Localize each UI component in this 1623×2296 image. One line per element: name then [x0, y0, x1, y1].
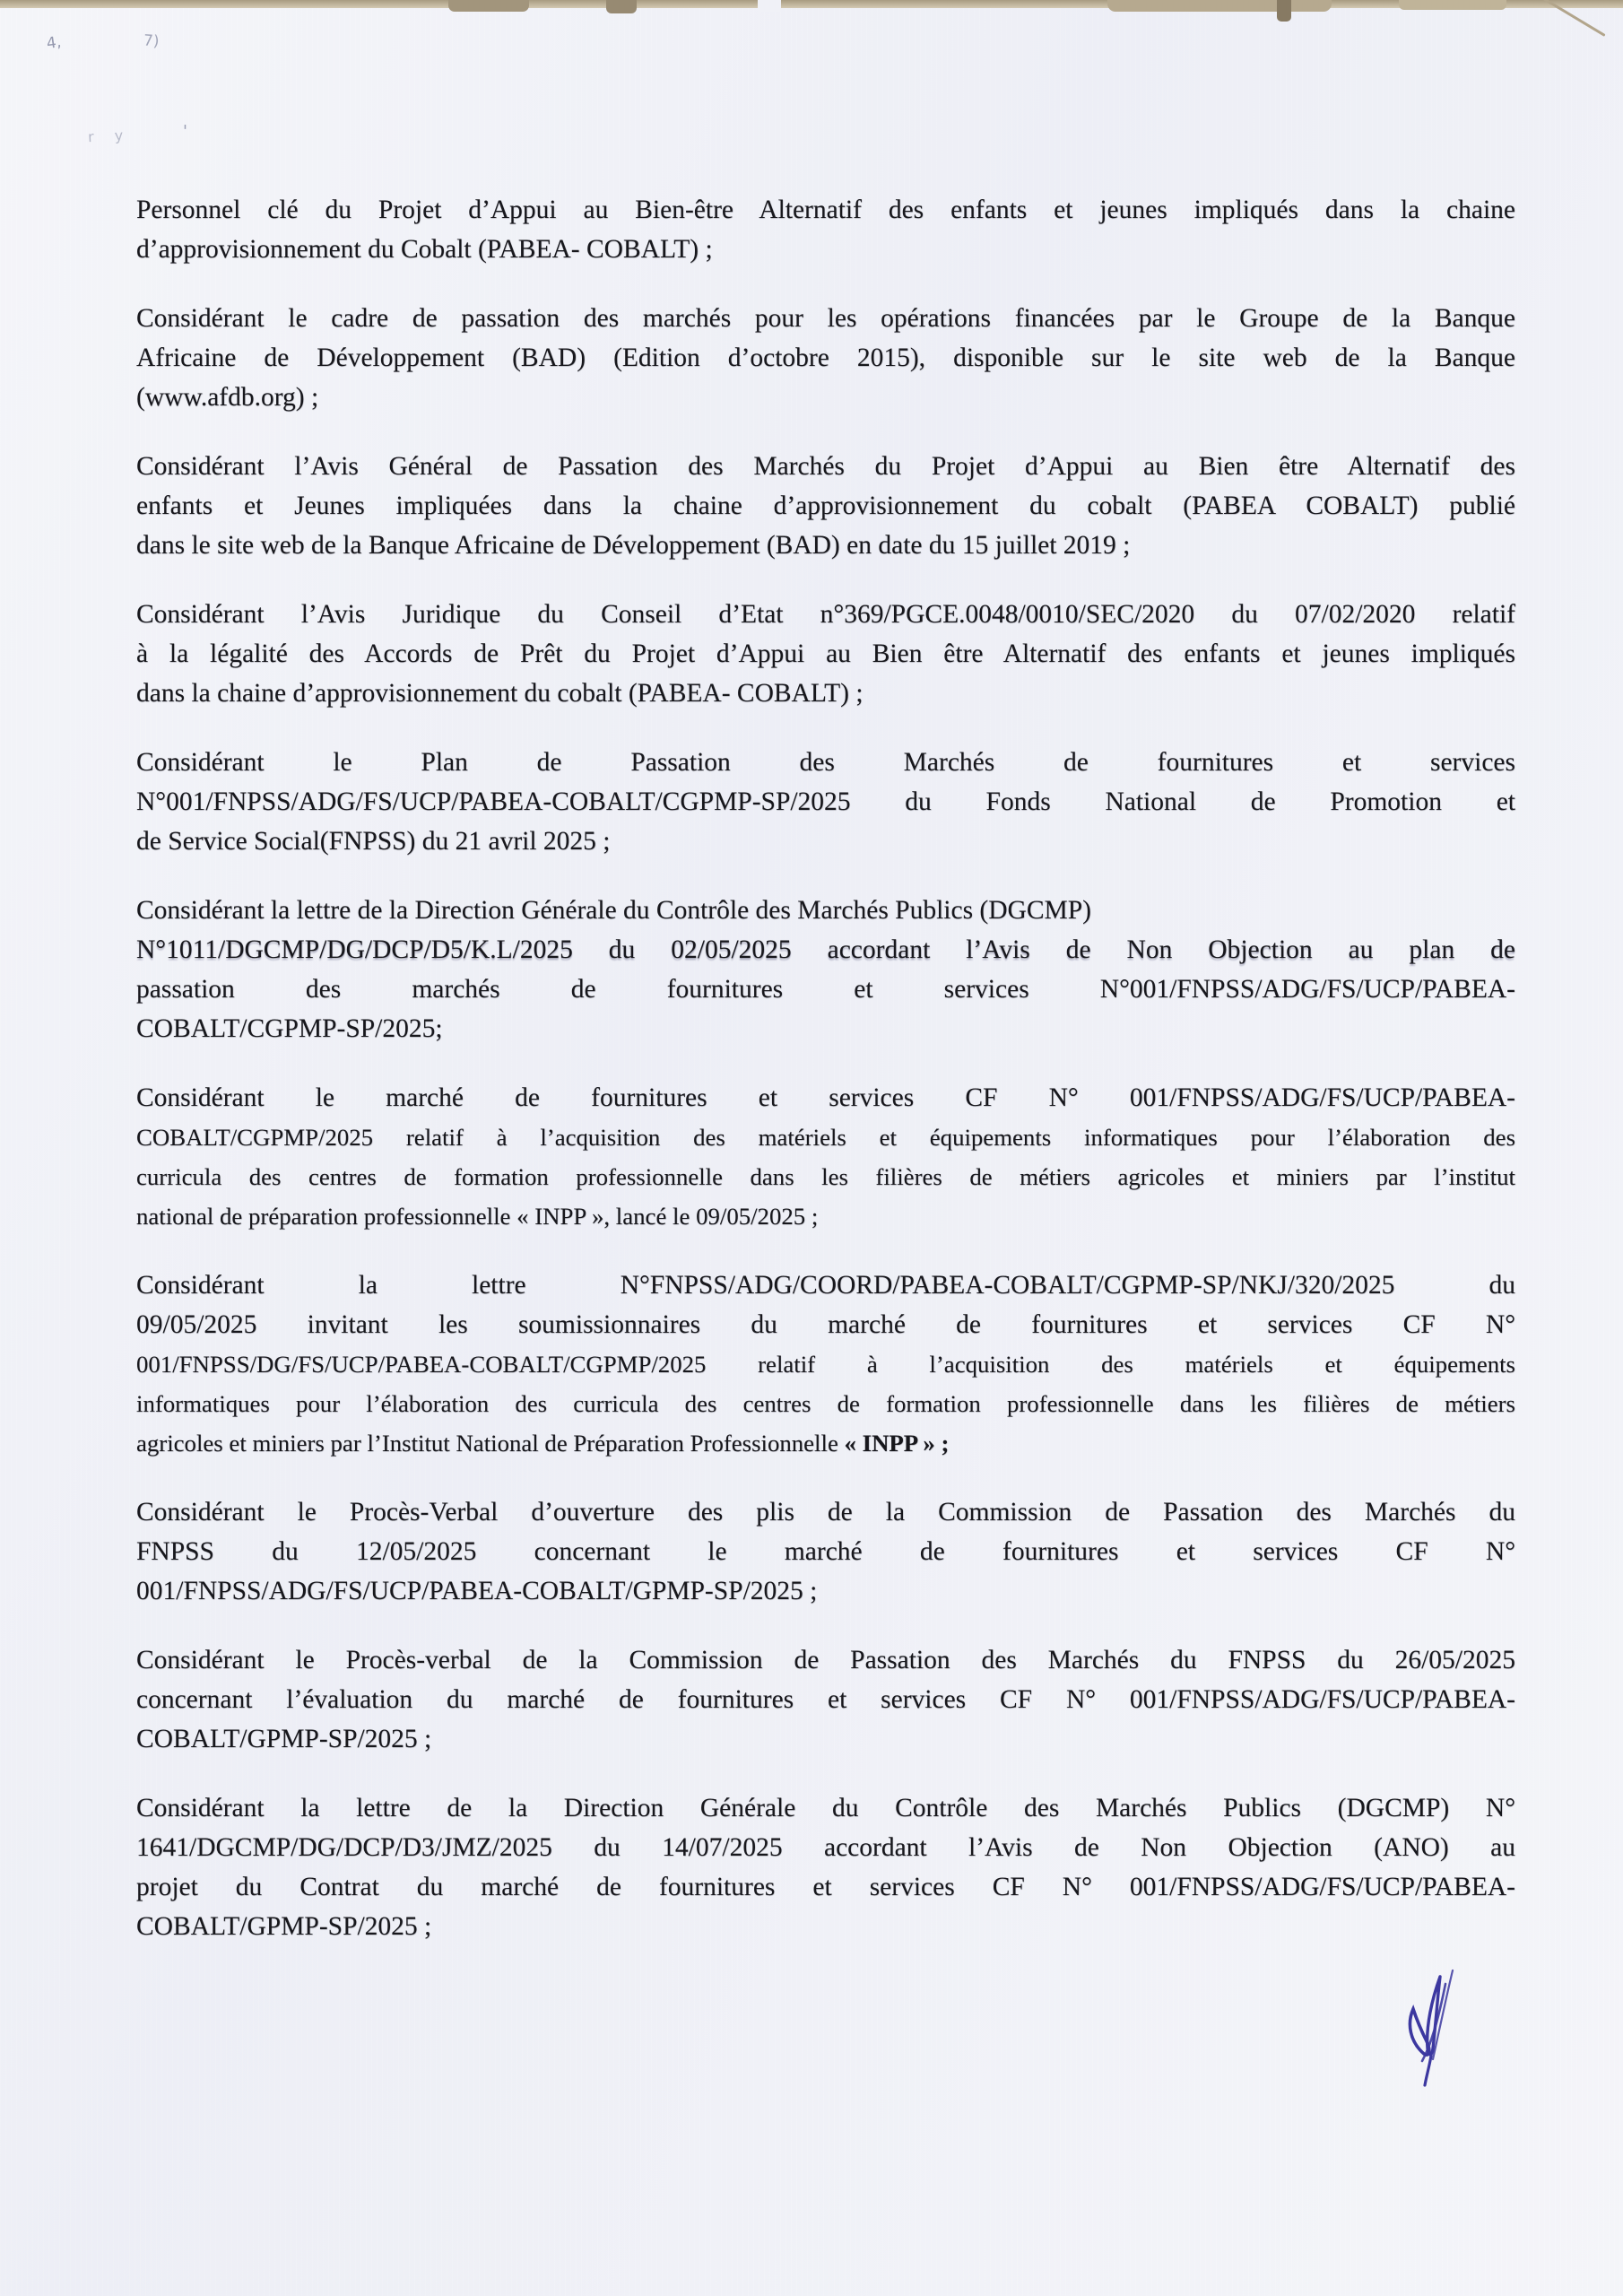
pencil-mark: ' [183, 122, 187, 141]
text-line: 1641/DGCMP/DG/DCP/D3/JMZ/2025 du 14/07/2025 accordant l’Avis de Non Objection (ANO) au [136, 1833, 1515, 1862]
paragraph [136, 595, 1515, 713]
paragraph [136, 1492, 1515, 1611]
text-line: dans le site web de la Banque Africaine de Développement (BAD) en date du 15 juillet 2019 ; [136, 531, 1131, 560]
text-line: curricula des centres de formation professionnelle dans les filières de métiers agricoles et miniers par l’institut [136, 1163, 1515, 1190]
text-line: dans la chaine d’approvisionnement du cobalt (PABEA- COBALT) ; [136, 679, 864, 708]
text-line: national de préparation professionnelle « INPP », lancé le 09/05/2025 ; [136, 1203, 819, 1230]
paragraph [136, 447, 1515, 565]
text-line: Personnel clé du Projet d’Appui au Bien-être Alternatif des enfants et jeunes impliqués dans la chaine [136, 196, 1515, 224]
pen-scribble-icon [1399, 1966, 1469, 2093]
text-line: Considérant la lettre de la Direction Générale du Contrôle des Marchés Publics (DGCMP) N° [136, 1794, 1515, 1822]
text-line: d’approvisionnement du Cobalt (PABEA- COBALT) ; [136, 235, 713, 264]
text-line: 001/FNPSS/ADG/FS/UCP/PABEA-COBALT/GPMP-SP/2025 ; [136, 1577, 818, 1605]
pencil-mark: 4, [45, 32, 63, 54]
text-line: à la légalité des Accords de Prêt du Projet d’Appui au Bien être Alternatif des enfants et jeunes impliqués [136, 639, 1515, 668]
text-line: passation des marchés de fournitures et services N°001/FNPSS/ADG/FS/UCP/PABEA- [136, 975, 1515, 1004]
pencil-mark: r y [87, 126, 132, 146]
text-line: N°1011/DGCMP/DG/DCP/D5/K.L/2025 du 02/05/2025 accordant l’Avis de Non Objection au plan de [136, 935, 1515, 964]
paragraph [136, 743, 1515, 861]
text-line: N°001/FNPSS/ADG/FS/UCP/PABEA-COBALT/CGPMP-SP/2025 du Fonds National de Promotion et [136, 787, 1515, 816]
text-line: concernant l’évaluation du marché de fournitures et services CF N° 001/FNPSS/ADG/FS/UCP/PABEA- [136, 1685, 1515, 1714]
text-line: enfants et Jeunes impliquées dans la chaine d’approvisionnement du cobalt (PABEA COBALT) publié [136, 491, 1515, 520]
pencil-mark: 7) [143, 31, 161, 51]
signature-initial-mark [1399, 1966, 1469, 2093]
text-line: Considérant le marché de fournitures et services CF N° 001/FNPSS/ADG/FS/UCP/PABEA- [136, 1083, 1515, 1112]
paragraph [136, 891, 1515, 1048]
text-line: FNPSS du 12/05/2025 concernant le marché de fournitures et services CF N° [136, 1537, 1515, 1566]
text-line: COBALT/CGPMP-SP/2025; [136, 1014, 443, 1043]
text-line: Africaine de Développement (BAD) (Edition d’octobre 2015), disponible sur le site web de la Banque [136, 344, 1515, 372]
paragraph [136, 1788, 1515, 1946]
text-line: Considérant la lettre de la Direction Générale du Contrôle des Marchés Publics (DGCMP) [136, 896, 1091, 925]
text-line: COBALT/CGPMP/2025 relatif à l’acquisition des matériels et équipements informatiques pour l’élaboration des [136, 1124, 1515, 1151]
paragraph [136, 1265, 1515, 1463]
text-line: Considérant la lettre N°FNPSS/ADG/COORD/PABEA-COBALT/CGPMP-SP/NKJ/320/2025 du [136, 1271, 1515, 1300]
text-line: 001/FNPSS/DG/FS/UCP/PABEA-COBALT/CGPMP/2025 relatif à l’acquisition des matériels et équipements [136, 1351, 1515, 1378]
bold-text: « INPP » ; [844, 1430, 950, 1457]
text-line: informatiques pour l’élaboration des curricula des centres de formation professionnelle dans les filières de métiers [136, 1390, 1515, 1417]
text-line: Considérant le Procès-Verbal d’ouverture des plis de la Commission de Passation des Marchés du [136, 1498, 1515, 1526]
text-line: (www.afdb.org) ; [136, 383, 319, 412]
text-line: Considérant le cadre de passation des marchés pour les opérations financées par le Groupe de la Banque [136, 304, 1515, 333]
text-line: Considérant le Plan de Passation des Marchés de fournitures et services [136, 748, 1515, 777]
text-line: de Service Social(FNPSS) du 21 avril 2025 ; [136, 827, 611, 856]
text-line: 09/05/2025 invitant les soumissionnaires du marché de fournitures et services CF N° [136, 1310, 1515, 1339]
text-line: Considérant l’Avis Juridique du Conseil d’Etat n°369/PGCE.0048/0010/SEC/2020 du 07/02/2020 relatif [136, 600, 1515, 629]
paragraph [136, 1078, 1515, 1236]
text-line: COBALT/GPMP-SP/2025 ; [136, 1725, 432, 1753]
text-line: agricoles et miniers par l’Institut National de Préparation Professionnelle « INPP » ; [136, 1430, 950, 1457]
paragraph [136, 190, 1515, 269]
text-line: Considérant le Procès-verbal de la Commission de Passation des Marchés du FNPSS du 26/05/2025 [136, 1646, 1515, 1674]
paragraph [136, 299, 1515, 417]
text-line: COBALT/GPMP-SP/2025 ; [136, 1912, 432, 1941]
text-line: projet du Contrat du marché de fournitures et services CF N° 001/FNPSS/ADG/FS/UCP/PABEA- [136, 1873, 1515, 1901]
text-line: Considérant l’Avis Général de Passation des Marchés du Projet d’Appui au Bien être Alternatif des [136, 452, 1515, 481]
paragraph [136, 1640, 1515, 1759]
